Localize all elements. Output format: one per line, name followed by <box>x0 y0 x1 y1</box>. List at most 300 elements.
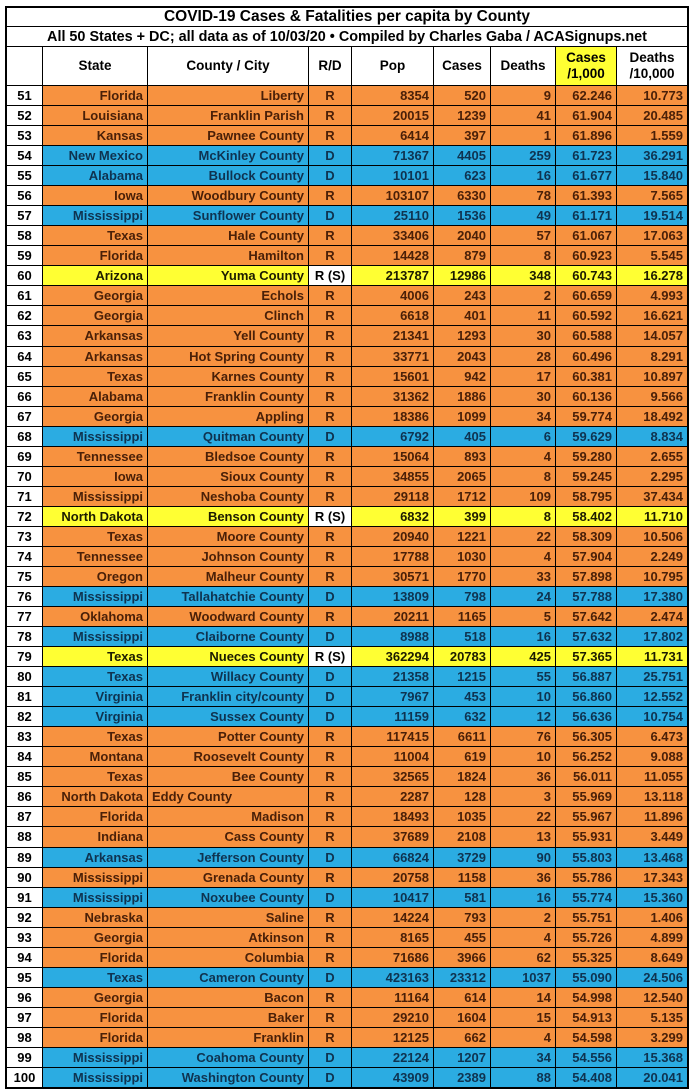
pop-cell: 10417 <box>352 888 433 907</box>
rank-cell: 58 <box>7 226 42 245</box>
pop-cell: 11159 <box>352 707 433 726</box>
col-header-deaths: Deaths <box>491 47 555 85</box>
pop-cell: 6832 <box>352 507 433 526</box>
county-cell: Bee County <box>148 767 308 786</box>
deaths-per-10000-cell: 11.896 <box>617 807 687 826</box>
cases-per-1000-cell: 58.402 <box>556 507 616 526</box>
pop-cell: 17788 <box>352 547 433 566</box>
cases-cell: 1536 <box>434 206 490 225</box>
rank-cell: 68 <box>7 427 42 446</box>
cases-cell: 401 <box>434 306 490 325</box>
pop-cell: 21341 <box>352 326 433 345</box>
state-cell: Mississippi <box>43 487 147 506</box>
rd-cell: D <box>309 848 351 867</box>
cases-cell: 1099 <box>434 407 490 426</box>
cases-per-1000-cell: 60.588 <box>556 326 616 345</box>
rank-cell: 83 <box>7 727 42 746</box>
rd-cell: R <box>309 928 351 947</box>
deaths-per-10000-cell: 13.118 <box>617 787 687 806</box>
pop-cell: 20015 <box>352 106 433 125</box>
county-cell: Moore County <box>148 527 308 546</box>
deaths-per-10000-cell: 14.057 <box>617 326 687 345</box>
county-cell: Woodbury County <box>148 186 308 205</box>
pop-cell: 31362 <box>352 387 433 406</box>
state-cell: Arkansas <box>43 848 147 867</box>
county-cell: Yuma County <box>148 266 308 285</box>
deaths-cell: 425 <box>491 647 555 666</box>
cases-per-1000-cell: 55.931 <box>556 827 616 846</box>
state-cell: North Dakota <box>43 787 147 806</box>
rank-cell: 57 <box>7 206 42 225</box>
rd-cell: R (S) <box>309 266 351 285</box>
cases-per-1000-cell: 54.913 <box>556 1008 616 1027</box>
state-cell: Texas <box>43 727 147 746</box>
county-cell: Franklin city/county <box>148 687 308 706</box>
rd-cell: D <box>309 687 351 706</box>
rd-cell: R <box>309 527 351 546</box>
rank-cell: 75 <box>7 567 42 586</box>
deaths-cell: 8 <box>491 467 555 486</box>
state-cell: Florida <box>43 1028 147 1047</box>
cases-cell: 798 <box>434 587 490 606</box>
cases-cell: 1165 <box>434 607 490 626</box>
state-cell: Alabama <box>43 166 147 185</box>
state-cell: Arkansas <box>43 326 147 345</box>
state-cell: Iowa <box>43 467 147 486</box>
county-cell: Washington County <box>148 1068 308 1087</box>
rank-cell: 79 <box>7 647 42 666</box>
rank-cell: 82 <box>7 707 42 726</box>
cases-cell: 581 <box>434 888 490 907</box>
county-cell: Hamilton <box>148 246 308 265</box>
rank-cell: 81 <box>7 687 42 706</box>
pop-cell: 30571 <box>352 567 433 586</box>
cases-per-1000-cell: 54.998 <box>556 988 616 1007</box>
cases-per-1000-cell: 61.904 <box>556 106 616 125</box>
deaths-per-10000-cell: 25.751 <box>617 667 687 686</box>
rd-cell: R <box>309 467 351 486</box>
county-cell: Columbia <box>148 948 308 967</box>
county-cell: Sussex County <box>148 707 308 726</box>
cases-cell: 879 <box>434 246 490 265</box>
cases-cell: 405 <box>434 427 490 446</box>
pop-cell: 13809 <box>352 587 433 606</box>
col-header-county: County / City <box>148 47 308 85</box>
rd-cell: D <box>309 1048 351 1067</box>
deaths-per-10000-cell: 15.360 <box>617 888 687 907</box>
cases-cell: 20783 <box>434 647 490 666</box>
state-cell: Texas <box>43 367 147 386</box>
col-header-deaths-per-10000 <box>617 47 687 85</box>
pop-cell: 15064 <box>352 447 433 466</box>
deaths-cell: 57 <box>491 226 555 245</box>
col-header-cases-per-1000-line1: Cases <box>566 50 606 66</box>
cases-per-1000-cell: 57.365 <box>556 647 616 666</box>
county-cell: Atkinson <box>148 928 308 947</box>
rank-cell: 84 <box>7 747 42 766</box>
deaths-cell: 33 <box>491 567 555 586</box>
rank-cell: 76 <box>7 587 42 606</box>
rank-cell: 72 <box>7 507 42 526</box>
state-cell: Mississippi <box>43 427 147 446</box>
rd-cell: R <box>309 126 351 145</box>
deaths-per-10000-cell: 16.278 <box>617 266 687 285</box>
pop-cell: 10101 <box>352 166 433 185</box>
cases-per-1000-cell: 54.408 <box>556 1068 616 1087</box>
rank-cell: 53 <box>7 126 42 145</box>
pop-cell: 29118 <box>352 487 433 506</box>
cases-per-1000-cell: 60.659 <box>556 286 616 305</box>
deaths-per-10000-cell: 8.291 <box>617 347 687 366</box>
rd-cell: R <box>309 868 351 887</box>
rd-cell: D <box>309 166 351 185</box>
state-cell: Virginia <box>43 687 147 706</box>
county-cell: Liberty <box>148 86 308 105</box>
cases-per-1000-cell: 55.967 <box>556 807 616 826</box>
cases-per-1000-cell: 55.774 <box>556 888 616 907</box>
cases-per-1000-cell: 59.774 <box>556 407 616 426</box>
county-cell: Nueces County <box>148 647 308 666</box>
cases-cell: 1030 <box>434 547 490 566</box>
county-cell: Grenada County <box>148 868 308 887</box>
rd-cell: R <box>309 367 351 386</box>
deaths-per-10000-cell: 12.540 <box>617 988 687 1007</box>
deaths-cell: 17 <box>491 367 555 386</box>
deaths-per-10000-cell: 17.343 <box>617 868 687 887</box>
deaths-cell: 6 <box>491 427 555 446</box>
state-cell: Indiana <box>43 827 147 846</box>
state-cell: Tennessee <box>43 447 147 466</box>
pop-cell: 6618 <box>352 306 433 325</box>
county-cell: Hale County <box>148 226 308 245</box>
state-cell: Mississippi <box>43 1068 147 1087</box>
rd-cell: D <box>309 667 351 686</box>
county-cell: Yell County <box>148 326 308 345</box>
rd-cell: R <box>309 807 351 826</box>
rd-cell: D <box>309 888 351 907</box>
cases-per-1000-cell: 57.904 <box>556 547 616 566</box>
rank-cell: 71 <box>7 487 42 506</box>
deaths-per-10000-cell: 37.434 <box>617 487 687 506</box>
deaths-per-10000-cell: 10.773 <box>617 86 687 105</box>
cases-cell: 1886 <box>434 387 490 406</box>
deaths-per-10000-cell: 36.291 <box>617 146 687 165</box>
deaths-cell: 1037 <box>491 968 555 987</box>
state-cell: Mississippi <box>43 627 147 646</box>
deaths-cell: 62 <box>491 948 555 967</box>
cases-per-1000-cell: 56.636 <box>556 707 616 726</box>
rd-cell: R <box>309 547 351 566</box>
state-cell: Texas <box>43 667 147 686</box>
deaths-cell: 8 <box>491 246 555 265</box>
pop-cell: 12125 <box>352 1028 433 1047</box>
state-cell: Texas <box>43 647 147 666</box>
rank-cell: 55 <box>7 166 42 185</box>
cases-per-1000-cell: 54.556 <box>556 1048 616 1067</box>
cases-per-1000-cell: 55.803 <box>556 848 616 867</box>
rank-cell: 73 <box>7 527 42 546</box>
state-cell: Oklahoma <box>43 607 147 626</box>
deaths-cell: 1 <box>491 126 555 145</box>
county-cell: Clinch <box>148 306 308 325</box>
cases-cell: 1158 <box>434 868 490 887</box>
state-cell: Georgia <box>43 286 147 305</box>
pop-cell: 11164 <box>352 988 433 1007</box>
state-cell: Mississippi <box>43 888 147 907</box>
deaths-cell: 30 <box>491 387 555 406</box>
deaths-cell: 10 <box>491 747 555 766</box>
state-cell: Virginia <box>43 707 147 726</box>
deaths-cell: 2 <box>491 286 555 305</box>
deaths-per-10000-cell: 3.299 <box>617 1028 687 1047</box>
rd-cell: D <box>309 1068 351 1087</box>
cases-per-1000-cell: 60.743 <box>556 266 616 285</box>
cases-per-1000-cell: 57.632 <box>556 627 616 646</box>
rd-cell: D <box>309 587 351 606</box>
deaths-per-10000-cell: 6.473 <box>617 727 687 746</box>
county-cell: McKinley County <box>148 146 308 165</box>
cases-per-1000-cell: 55.786 <box>556 868 616 887</box>
cases-cell: 455 <box>434 928 490 947</box>
cases-cell: 399 <box>434 507 490 526</box>
rank-cell: 65 <box>7 367 42 386</box>
deaths-per-10000-cell: 15.840 <box>617 166 687 185</box>
county-cell: Bacon <box>148 988 308 1007</box>
pop-cell: 20940 <box>352 527 433 546</box>
deaths-cell: 3 <box>491 787 555 806</box>
county-cell: Neshoba County <box>148 487 308 506</box>
deaths-cell: 16 <box>491 166 555 185</box>
pop-cell: 43909 <box>352 1068 433 1087</box>
pop-cell: 71367 <box>352 146 433 165</box>
deaths-cell: 15 <box>491 1008 555 1027</box>
county-cell: Bledsoe County <box>148 447 308 466</box>
deaths-per-10000-cell: 8.649 <box>617 948 687 967</box>
deaths-per-10000-cell: 10.754 <box>617 707 687 726</box>
rd-cell: R <box>309 246 351 265</box>
cases-per-1000-cell: 61.896 <box>556 126 616 145</box>
county-cell: Malheur County <box>148 567 308 586</box>
cases-per-1000-cell: 60.923 <box>556 246 616 265</box>
deaths-cell: 109 <box>491 487 555 506</box>
rank-cell: 67 <box>7 407 42 426</box>
rank-cell: 98 <box>7 1028 42 1047</box>
pop-cell: 71686 <box>352 948 433 967</box>
col-header-cases-per-1000 <box>556 47 616 85</box>
deaths-per-10000-cell: 8.834 <box>617 427 687 446</box>
cases-per-1000-cell: 62.246 <box>556 86 616 105</box>
pop-cell: 423163 <box>352 968 433 987</box>
deaths-cell: 259 <box>491 146 555 165</box>
deaths-per-10000-cell: 15.368 <box>617 1048 687 1067</box>
state-cell: Mississippi <box>43 587 147 606</box>
rd-cell: R <box>309 86 351 105</box>
cases-cell: 1770 <box>434 567 490 586</box>
rd-cell: R <box>309 727 351 746</box>
state-cell: Texas <box>43 226 147 245</box>
rd-cell: R <box>309 1028 351 1047</box>
deaths-cell: 12 <box>491 707 555 726</box>
cases-cell: 1215 <box>434 667 490 686</box>
deaths-cell: 34 <box>491 1048 555 1067</box>
pop-cell: 37689 <box>352 827 433 846</box>
cases-cell: 6330 <box>434 186 490 205</box>
cases-cell: 1035 <box>434 807 490 826</box>
deaths-per-10000-cell: 9.088 <box>617 747 687 766</box>
rd-cell: R <box>309 387 351 406</box>
county-cell: Cass County <box>148 827 308 846</box>
deaths-cell: 90 <box>491 848 555 867</box>
rd-cell: R (S) <box>309 647 351 666</box>
deaths-cell: 36 <box>491 767 555 786</box>
cases-per-1000-cell: 55.751 <box>556 908 616 927</box>
rank-cell: 89 <box>7 848 42 867</box>
cases-cell: 3729 <box>434 848 490 867</box>
pop-cell: 18386 <box>352 407 433 426</box>
pop-cell: 362294 <box>352 647 433 666</box>
col-header-deaths-per-10000-line2: /10,000 <box>629 66 675 81</box>
cases-per-1000-cell: 61.677 <box>556 166 616 185</box>
pop-cell: 6792 <box>352 427 433 446</box>
county-cell: Claiborne County <box>148 627 308 646</box>
county-cell: Franklin <box>148 1028 308 1047</box>
rank-cell: 91 <box>7 888 42 907</box>
deaths-cell: 4 <box>491 928 555 947</box>
cases-cell: 942 <box>434 367 490 386</box>
cases-cell: 893 <box>434 447 490 466</box>
rd-cell: D <box>309 968 351 987</box>
deaths-per-10000-cell: 17.802 <box>617 627 687 646</box>
cases-cell: 3966 <box>434 948 490 967</box>
rd-cell: R <box>309 747 351 766</box>
deaths-per-10000-cell: 7.565 <box>617 186 687 205</box>
rank-cell: 70 <box>7 467 42 486</box>
county-cell: Potter County <box>148 727 308 746</box>
pop-cell: 8165 <box>352 928 433 947</box>
cases-cell: 1207 <box>434 1048 490 1067</box>
cases-cell: 632 <box>434 707 490 726</box>
deaths-cell: 24 <box>491 587 555 606</box>
rank-cell: 60 <box>7 266 42 285</box>
county-cell: Eddy County <box>148 787 308 806</box>
cases-per-1000-cell: 59.245 <box>556 467 616 486</box>
cases-cell: 614 <box>434 988 490 1007</box>
rd-cell: R <box>309 607 351 626</box>
rank-cell: 95 <box>7 968 42 987</box>
county-cell: Jefferson County <box>148 848 308 867</box>
col-header-cases-per-1000-line2: /1,000 <box>567 66 605 81</box>
pop-cell: 8988 <box>352 627 433 646</box>
rank-cell: 56 <box>7 186 42 205</box>
pop-cell: 22124 <box>352 1048 433 1067</box>
deaths-per-10000-cell: 1.559 <box>617 126 687 145</box>
state-cell: Mississippi <box>43 206 147 225</box>
table-title: COVID-19 Cases & Fatalities per capita by County <box>7 8 687 26</box>
rd-cell: R <box>309 908 351 927</box>
rank-cell: 80 <box>7 667 42 686</box>
state-cell: Florida <box>43 246 147 265</box>
state-cell: Florida <box>43 948 147 967</box>
cases-cell: 12986 <box>434 266 490 285</box>
deaths-per-10000-cell: 11.055 <box>617 767 687 786</box>
cases-cell: 1221 <box>434 527 490 546</box>
state-cell: Arkansas <box>43 347 147 366</box>
rd-cell: R <box>309 487 351 506</box>
deaths-cell: 41 <box>491 106 555 125</box>
rd-cell: R <box>309 186 351 205</box>
rd-cell: D <box>309 627 351 646</box>
state-cell: Montana <box>43 747 147 766</box>
cases-per-1000-cell: 57.788 <box>556 587 616 606</box>
col-header-pop: Pop <box>352 47 433 85</box>
cases-per-1000-cell: 55.090 <box>556 968 616 987</box>
county-cell: Karnes County <box>148 367 308 386</box>
pop-cell: 29210 <box>352 1008 433 1027</box>
pop-cell: 15601 <box>352 367 433 386</box>
deaths-per-10000-cell: 20.485 <box>617 106 687 125</box>
county-cell: Noxubee County <box>148 888 308 907</box>
county-cell: Madison <box>148 807 308 826</box>
cases-per-1000-cell: 54.598 <box>556 1028 616 1047</box>
cases-per-1000-cell: 61.723 <box>556 146 616 165</box>
deaths-per-10000-cell: 2.295 <box>617 467 687 486</box>
cases-per-1000-cell: 56.887 <box>556 667 616 686</box>
pop-cell: 2287 <box>352 787 433 806</box>
cases-cell: 1712 <box>434 487 490 506</box>
cases-cell: 793 <box>434 908 490 927</box>
state-cell: Florida <box>43 807 147 826</box>
cases-per-1000-cell: 56.305 <box>556 727 616 746</box>
rank-cell: 51 <box>7 86 42 105</box>
cases-cell: 2108 <box>434 827 490 846</box>
rd-cell: R <box>309 988 351 1007</box>
state-cell: Florida <box>43 1008 147 1027</box>
deaths-per-10000-cell: 2.474 <box>617 607 687 626</box>
deaths-per-10000-cell: 4.993 <box>617 286 687 305</box>
pop-cell: 8354 <box>352 86 433 105</box>
county-cell: Quitman County <box>148 427 308 446</box>
deaths-cell: 76 <box>491 727 555 746</box>
rank-cell: 88 <box>7 827 42 846</box>
deaths-cell: 22 <box>491 807 555 826</box>
county-cell: Bullock County <box>148 166 308 185</box>
table-subtitle: All 50 States + DC; all data as of 10/03/20 • Compiled by Charles Gaba / ACASignups.net <box>7 27 687 46</box>
rd-cell: R <box>309 326 351 345</box>
deaths-cell: 4 <box>491 447 555 466</box>
county-cell: Pawnee County <box>148 126 308 145</box>
cases-cell: 662 <box>434 1028 490 1047</box>
deaths-per-10000-cell: 10.506 <box>617 527 687 546</box>
rd-cell: R <box>309 767 351 786</box>
rank-cell: 77 <box>7 607 42 626</box>
cases-cell: 1824 <box>434 767 490 786</box>
county-cell: Johnson County <box>148 547 308 566</box>
col-header-deaths-per-10000-line1: Deaths <box>629 50 675 66</box>
cases-per-1000-cell: 60.381 <box>556 367 616 386</box>
cases-per-1000-cell: 61.393 <box>556 186 616 205</box>
deaths-cell: 10 <box>491 687 555 706</box>
cases-per-1000-cell: 61.171 <box>556 206 616 225</box>
pop-cell: 34855 <box>352 467 433 486</box>
deaths-cell: 14 <box>491 988 555 1007</box>
county-cell: Tallahatchie County <box>148 587 308 606</box>
county-cell: Sioux County <box>148 467 308 486</box>
col-header-rd: R/D <box>309 47 351 85</box>
deaths-cell: 28 <box>491 347 555 366</box>
deaths-per-10000-cell: 13.468 <box>617 848 687 867</box>
deaths-per-10000-cell: 3.449 <box>617 827 687 846</box>
deaths-cell: 348 <box>491 266 555 285</box>
